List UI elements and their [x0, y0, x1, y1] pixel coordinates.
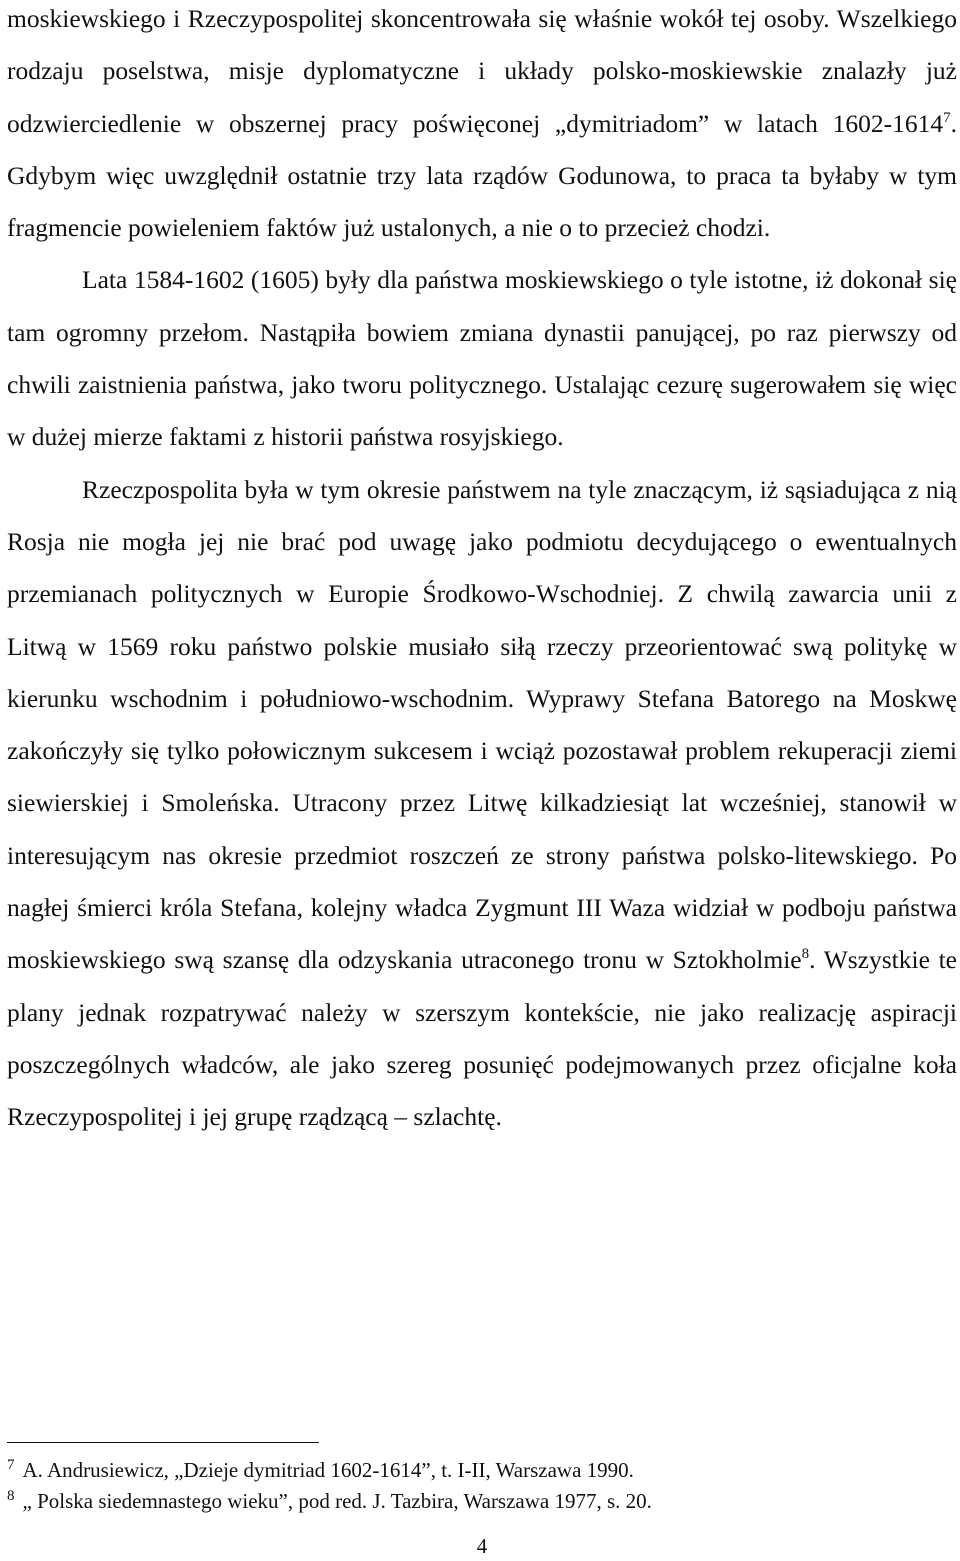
footnote-separator: [7, 1442, 319, 1443]
paragraph-1-text-b: . Gdybym więc uwzględnił ostatnie trzy lata rządów Godunowa, to praca ta byłaby w tym fragmencie powieleniem faktów już ustalonych, a nie o to przecież chodzi.: [7, 108, 957, 243]
page-number: 4: [476, 1534, 488, 1558]
paragraph-3-text-a: Rzeczpospolita była w tym okresie państwem na tyle znaczącym, iż sąsiadująca z nią Rosja nie mogła jej nie brać pod uwagę jako podmiotu decydującego o ewentualnych przemianach politycznych w Europie Środkowo-Wschodniej. Z chwilą zawarcia unii z Litwą w 1569 roku państwo polskie musiało siłą rzeczy przeorientować swą politykę w kierunku wschodnim i południowo-wschodnim. Wyprawy Stefana Batorego na Moskwę zakończyły się tylko połowicznym sukcesem i wciąż pozostawał problem rekuperacji ziemi siewierskiej i Smoleńska. Utracony przez Litwę kilkadziesiąt lat wcześniej, stanowił w interesującym nas okresie przedmiot roszczeń ze strony państwa polsko-litewskiego. Po nagłej śmierci króla Stefana, kolejny władca Zygmunt III Waza widział w podboju państwa moskiewskiego swą szansę dla odzyskania utraconego tronu w Sztokholmie: [7, 474, 957, 975]
footnote-8-text: „ Polska siedemnastego wieku”, pod red. J. Tazbira, Warszawa 1977, s. 20.: [22, 1489, 652, 1513]
footnote-7: [7, 1455, 957, 1486]
footnote-mark-7: 7: [7, 1457, 15, 1473]
footnotes: [7, 1455, 957, 1517]
paragraph-2: [7, 254, 957, 463]
paragraph-3-text-b: . Wszystkie te plany jednak rozpatrywać należy w szerszym kontekście, nie jako realizację aspiracji poszczególnych władców, ale jako szereg posunięć podejmowanych przez oficjalne koła Rzeczypospolitej i jej grupę rządzącą – szlachtę.: [7, 945, 957, 1132]
footnote-ref-7: 7: [943, 109, 951, 126]
footnote-7-text: A. Andrusiewicz, „Dzieje dymitriad 1602-1614”, t. I-II, Warszawa 1990.: [22, 1458, 634, 1482]
footnote-ref-8: 8: [801, 946, 810, 963]
paragraph-1-text-a: moskiewskiego i Rzeczypospolitej skoncentrowała się właśnie wokół tej osoby. Wszelkiego rodzaju poselstwa, misje dyplomatyczne i układy polsko-moskiewskie znalazły już odzwierciedlenie w obszernej pracy poświęconej „dymitriadom” w latach 1602-1614: [7, 4, 957, 138]
footnote-8: [7, 1486, 957, 1517]
document-page: [7, 0, 957, 1558]
paragraph-1: [7, 0, 957, 254]
paragraph-2-text: Lata 1584-1602 (1605) były dla państwa moskiewskiego o tyle istotne, iż dokonał się tam ogromny przełom. Nastąpiła bowiem zmiana dynastii panującej, po raz pierwszy od chwili zaistnienia państwa, jako tworu politycznego. Ustalając cezurę sugerowałem się więc w dużej mierze faktami z historii państwa rosyjskiego.: [7, 265, 957, 452]
paragraph-3: [7, 464, 957, 1144]
footnote-mark-8: 8: [7, 1488, 15, 1504]
